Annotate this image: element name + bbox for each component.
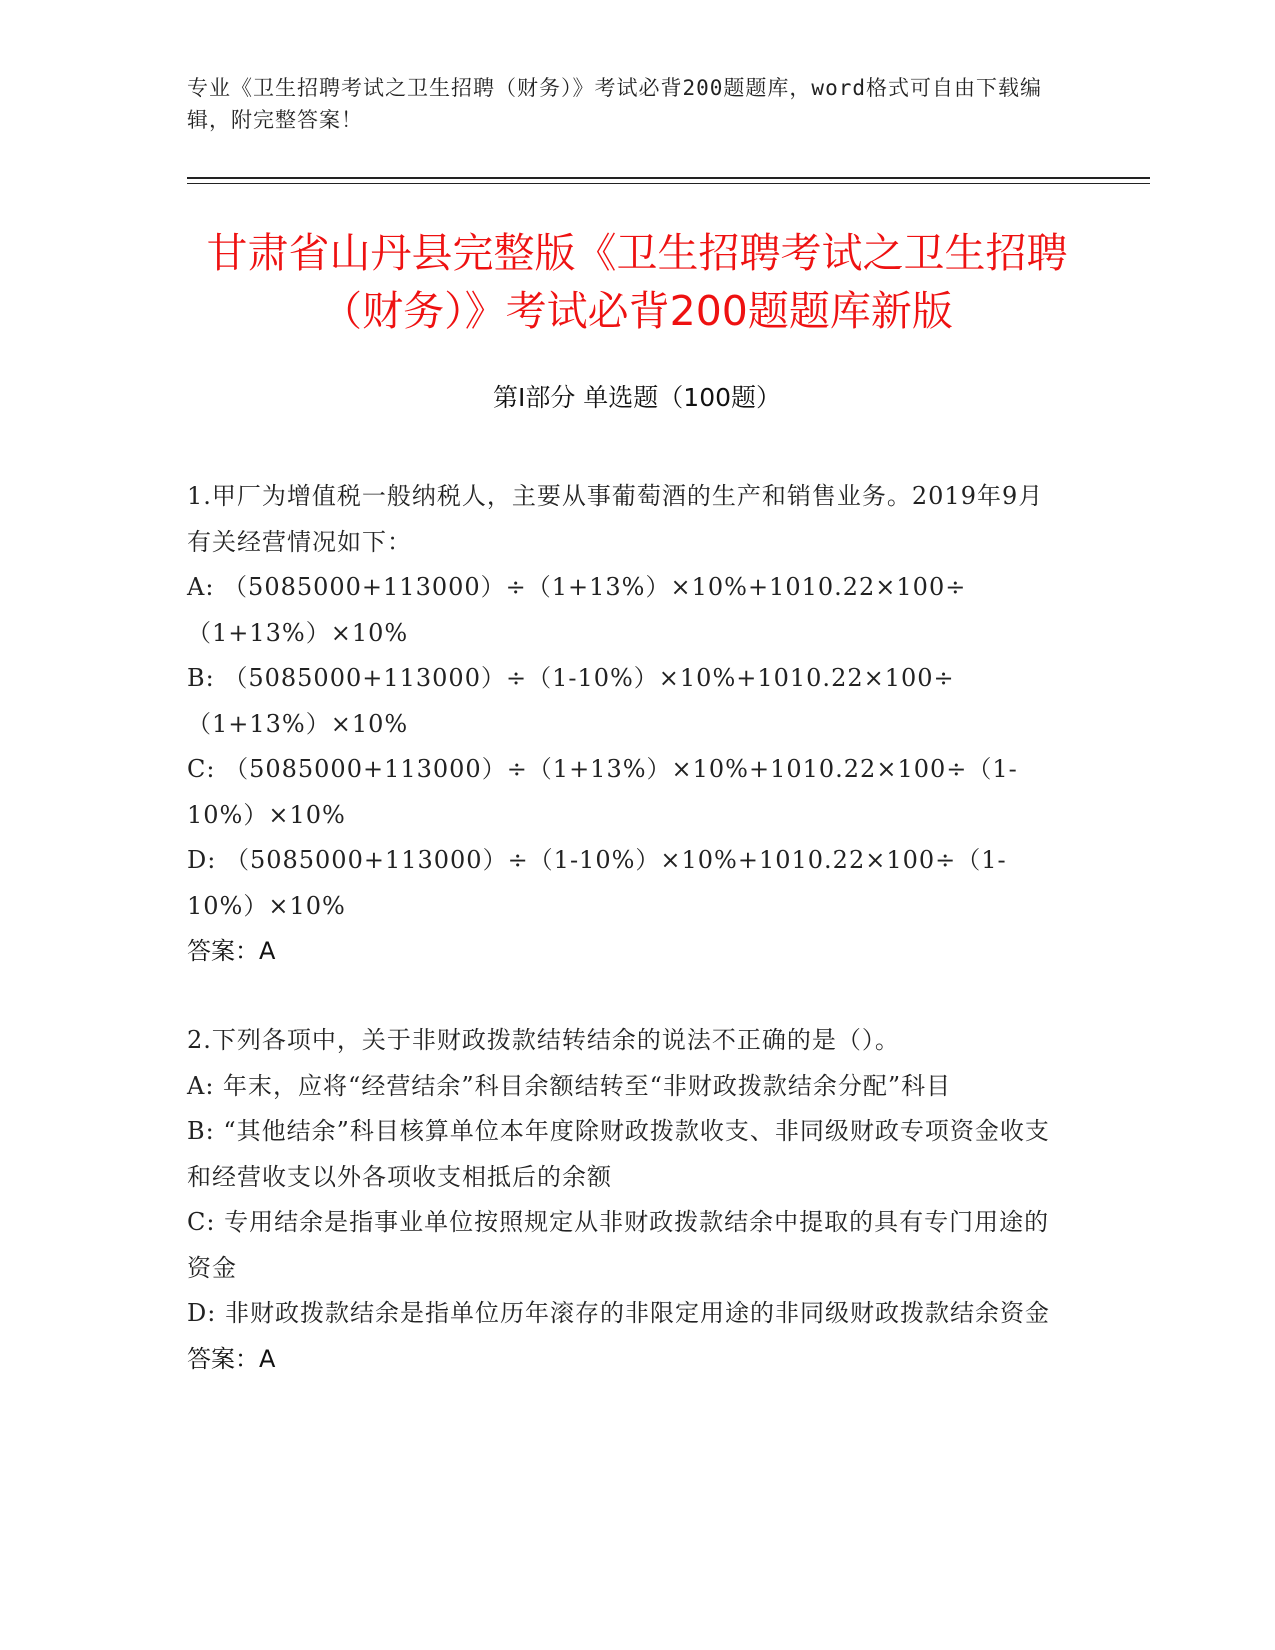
header-rule-thick — [187, 177, 1150, 179]
question-stem: 2.下列各项中，关于非财政拨款结转结余的说法不正确的是（）。 — [187, 1026, 900, 1054]
section-heading: 第Ⅰ部分 单选题（100题） — [492, 383, 782, 412]
option-c: C: （5085000+113000）÷（1+13%）×10%+1010.22×100÷（1-10%）×10% — [187, 755, 1018, 829]
option-b: B: （5085000+113000）÷（1-10%）×10%+1010.22×100÷（1+13%）×10% — [187, 664, 955, 738]
document-title: 甘肃省山丹县完整版《卫生招聘考试之卫生招聘（财务）》考试必背200题题库新版 — [206, 229, 1068, 335]
option-b: B: “其他结余”科目核算单位本年度除财政拨款收支、非同级财政专项资金收支和经营收支以外各项收支相抵后的余额 — [187, 1117, 1050, 1191]
option-d: D: 非财政拨款结余是指单位历年滚存的非限定用途的非同级财政拨款结余资金 — [187, 1299, 1050, 1327]
header-note: 专业《卫生招聘考试之卫生招聘（财务）》考试必背200题题库，word格式可自由下载编辑，附完整答案！ — [187, 76, 1042, 132]
option-d: D: （5085000+113000）÷（1-10%）×10%+1010.22×100÷（1-10%）×10% — [187, 846, 1007, 920]
option-a: A: （5085000+113000）÷（1+13%）×10%+1010.22×100÷（1+13%）×10% — [187, 573, 967, 647]
option-a: A: 年末，应将“经营结余”科目余额结转至“非财政拨款结余分配”科目 — [187, 1071, 952, 1100]
answer: 答案：A — [187, 1344, 276, 1373]
question-stem: 1.甲厂为增值税一般纳税人，主要从事葡萄酒的生产和销售业务。2019年9月有关经营情况如下： — [187, 482, 1044, 556]
header-rule-thin — [187, 183, 1150, 184]
question-2 — [187, 1018, 1067, 1382]
answer: 答案：A — [187, 937, 276, 965]
question-1 — [187, 474, 1067, 975]
option-c: C: 专用结余是指事业单位按照规定从非财政拨款结余中提取的具有专门用途的资金 — [187, 1208, 1050, 1282]
